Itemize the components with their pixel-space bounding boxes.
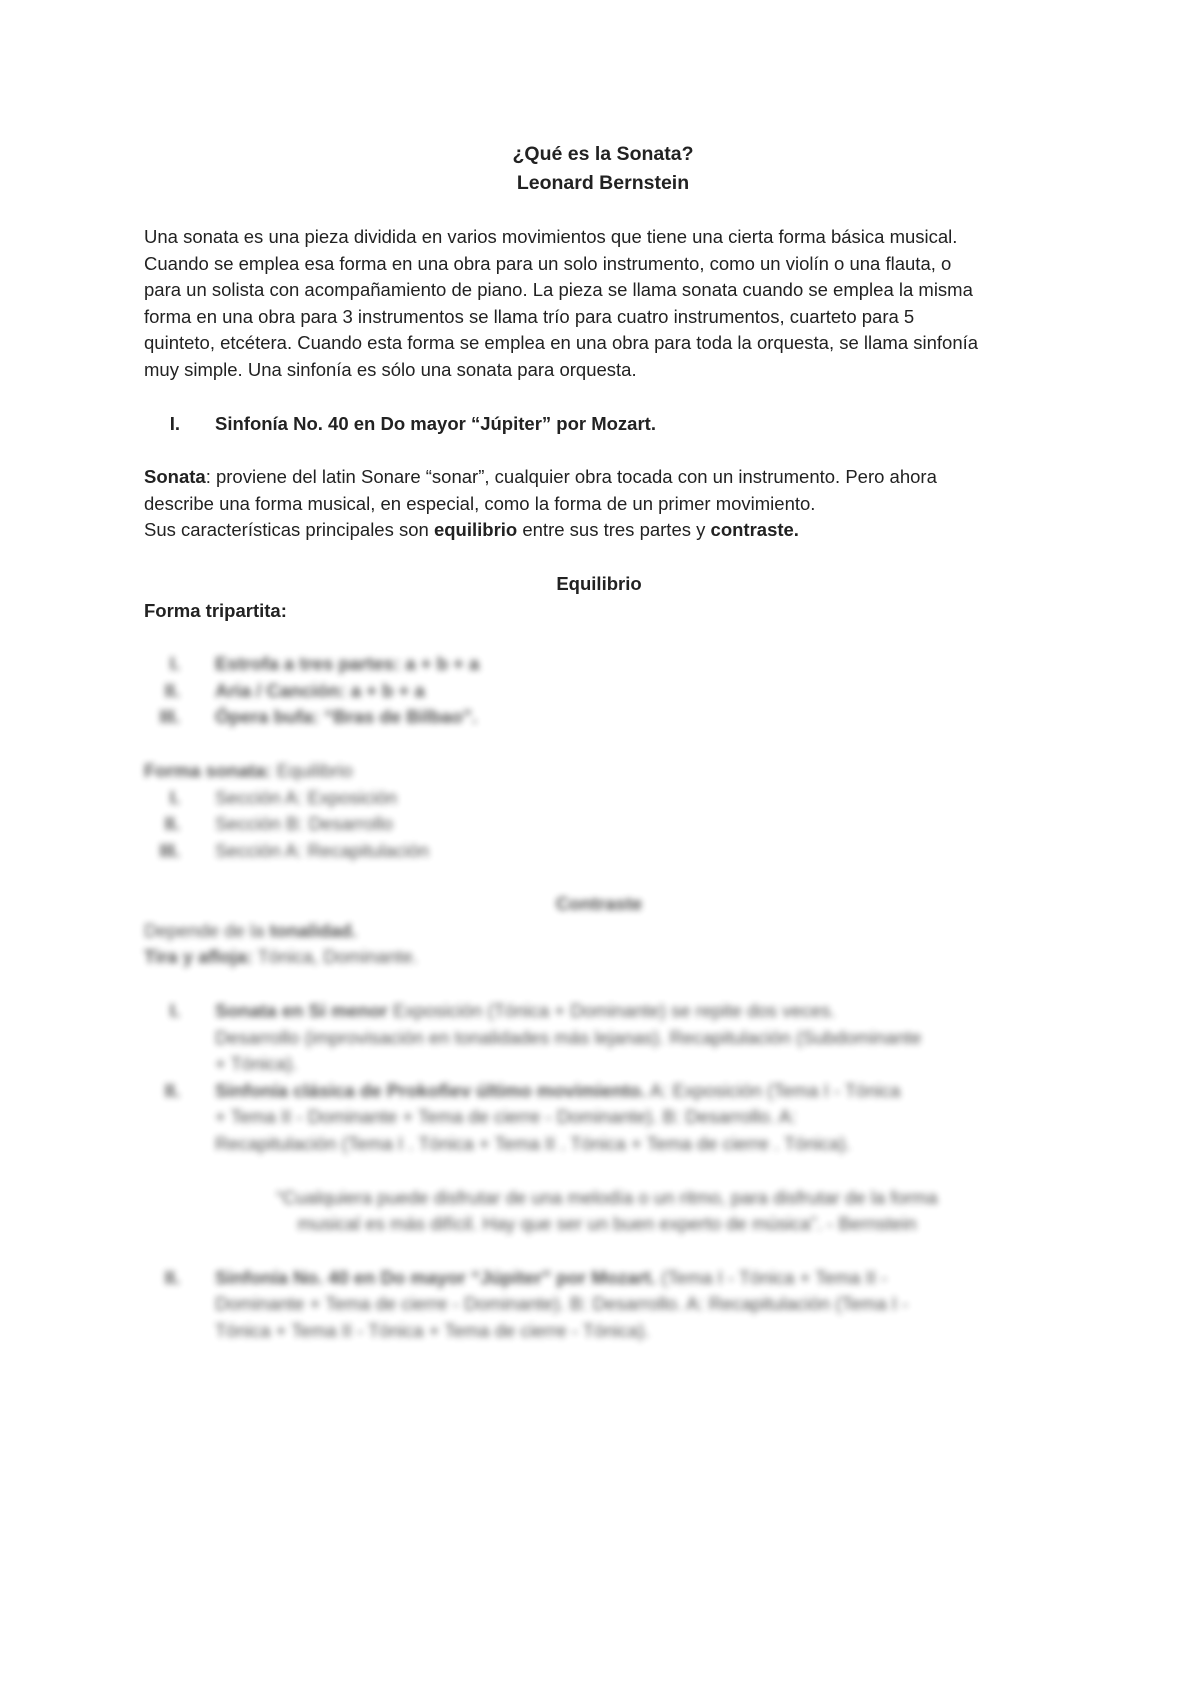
list-item-text: Estrofa a tres partes: a + b + a [215, 653, 480, 675]
list-item-text: Sección B: Desarrollo [215, 813, 393, 835]
definition-line-3 [144, 517, 1054, 544]
example-text: Desarrollo (improvisación en tonalidades más lejanas). Recapitulación (Subdominante [215, 1026, 922, 1048]
list-item [144, 678, 1054, 705]
list-numeral: III. [159, 839, 180, 861]
document-page [144, 140, 1054, 1345]
example-text: A: Exposición (Tema I - Tónica [645, 1079, 901, 1101]
definition-line-1 [144, 464, 1054, 491]
definition-text: : proviene del latin Sonare “sonar”, cualquier obra tocada con un instrumento. Pero ahora [205, 466, 937, 488]
list-numeral: I. [169, 653, 180, 675]
list-item-text: Sección A: Exposición [215, 786, 398, 808]
definition-term: Sonata [144, 466, 206, 488]
quote-line: musical es más difícil. Hay que ser un buen experto de música”. - Bernstein [297, 1213, 917, 1235]
intro-line: muy simple. Una sinfonía es sólo una sonata para orquesta. [144, 358, 637, 380]
example-text: Recapitulación (Tema I . Tónica + Tema II . Tónica + Tema de cierre . Tónica). [215, 1133, 851, 1155]
document-author: Leonard Bernstein [516, 172, 690, 194]
keyword-tonalidad: tonalidad. [269, 919, 357, 941]
list-item [144, 704, 1054, 731]
example-body [215, 998, 1054, 1078]
list-item [144, 651, 1054, 678]
keyword-tira-afloja: Tira y afloja: [144, 946, 253, 968]
forma-sonata-label-line [144, 758, 1054, 785]
example-body [215, 1265, 1054, 1345]
intro-line: forma en una obra para 3 instrumentos se llama trío para cuatro instrumentos, cuarteto para 5 [144, 305, 915, 327]
list-item-text: Sección A: Recapitulación [215, 839, 429, 861]
example-title: Sonata en Si menor [215, 1000, 388, 1022]
bernstein-quote [144, 1185, 1054, 1238]
list-numeral: II. [164, 679, 180, 701]
keyword-equilibrio: equilibrio [433, 519, 518, 541]
list-numeral: II. [164, 1079, 180, 1101]
list-numeral: II. [164, 1266, 180, 1288]
list-item-text: Ópera bufa: “Bras de Bilbao”. [215, 706, 478, 728]
example-text: Exposición (Tónica + Dominante) se repite dos veces. [387, 1000, 836, 1022]
intro-line: Una sonata es una pieza dividida en varios movimientos que tiene una cierta forma básica musical. [144, 226, 958, 247]
example-text: Tónica + Tema II - Tónica + Tema de cierre - Tónica). [215, 1320, 650, 1341]
list-numeral: I. [169, 412, 180, 434]
example-title: Sinfonía clásica de Prokofiev último movimiento. [215, 1079, 646, 1101]
sonata-sections-list [144, 785, 1054, 865]
definition-paragraph [144, 464, 1054, 544]
list-item [144, 785, 1054, 812]
example-text: + Tema II - Dominante + Tema de cierre - Dominante). B: Desarrollo. A: [215, 1106, 797, 1128]
section-one-heading [144, 411, 1054, 438]
list-numeral: II. [164, 813, 180, 835]
contraste-heading: Contraste [555, 893, 643, 915]
list-numeral: I. [169, 1000, 180, 1022]
example-body [215, 1078, 1054, 1158]
document-title: ¿Qué es la Sonata? [512, 143, 694, 165]
redacted-content [144, 651, 1054, 1344]
list-item [144, 998, 1054, 1078]
intro-line: quinteto, etcétera. Cuando esta forma se emplea en una obra para toda la orquesta, se llama sinfonía [144, 332, 979, 354]
examples-list [144, 998, 1054, 1158]
example-text: Dominante + Tema de cierre - Dominante). B: Desarrollo. A: Recapitulación (Tema I - [215, 1293, 909, 1315]
forma-tripartita-label: Forma tripartita: [144, 599, 287, 621]
forma-sonata-text: Equilibrio [271, 759, 353, 781]
contraste-line-2 [144, 944, 1054, 971]
example-text: (Tema I - Tónica + Tema II - [655, 1266, 888, 1288]
intro-line: para un solista con acompañamiento de piano. La pieza se llama sonata cuando se emplea la misma [144, 279, 973, 301]
forma-sonata-label: Forma sonata: [144, 759, 272, 781]
definition-line-2: describe una forma musical, en especial, como la forma de un primer movimiento. [144, 492, 816, 514]
contraste-text: Tónica, Dominante. [252, 946, 418, 968]
tripartita-list [144, 651, 1054, 731]
list-item [144, 1078, 1054, 1158]
list-item [144, 1265, 1054, 1345]
list-item [144, 811, 1054, 838]
definition-text: Sus características principales son [144, 519, 434, 541]
quote-line: “Cualquiera puede disfrutar de una melodía o un ritmo, para disfrutar de la forma [276, 1186, 938, 1208]
list-item [144, 838, 1054, 865]
intro-paragraph [144, 224, 1054, 384]
list-numeral: III. [159, 706, 180, 728]
keyword-contraste: contraste. [710, 519, 799, 541]
title-block [144, 140, 1054, 198]
contraste-line-1 [144, 918, 1054, 945]
example-text: + Tónica). [215, 1053, 298, 1075]
definition-text: entre sus tres partes y [517, 519, 711, 541]
equilibrio-heading: Equilibrio [556, 572, 642, 594]
list-item-text: Aria / Canción: a + b + a [215, 679, 425, 701]
section-one-text: Sinfonía No. 40 en Do mayor “Júpiter” por Mozart. [215, 412, 656, 434]
list-numeral: I. [169, 786, 180, 808]
example-title: Sinfonía No. 40 en Do mayor “Júpiter” por Mozart. [215, 1266, 656, 1288]
contraste-text: Depende de la [144, 919, 270, 941]
intro-line: Cuando se emplea esa forma en una obra para un solo instrumento, como un violín o una flauta, o [144, 252, 952, 274]
